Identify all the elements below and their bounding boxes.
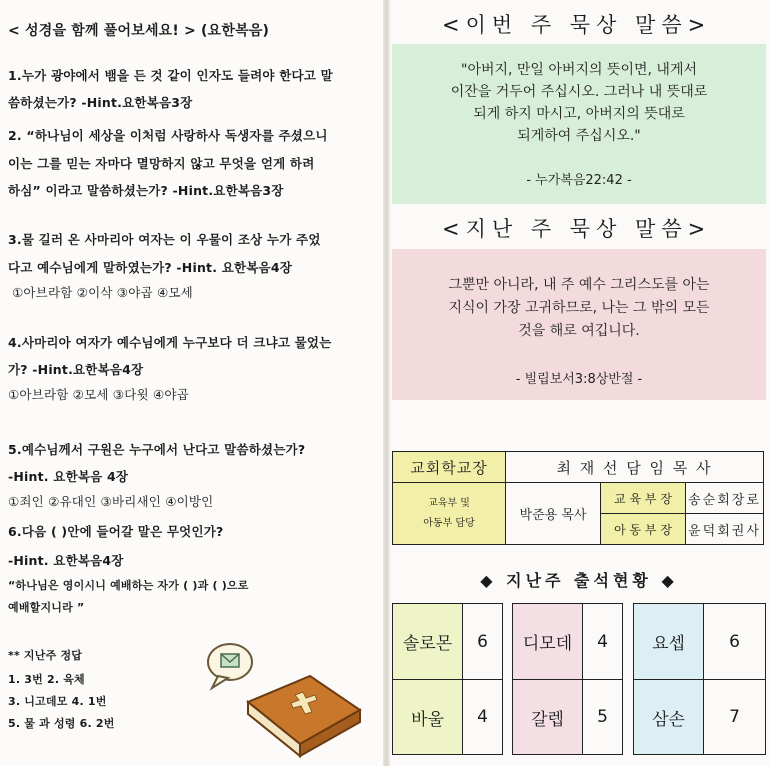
answers-title: ** 지난주 정답 xyxy=(8,649,83,662)
attendance-title: ◆ 지난주 출석현황 ◆ xyxy=(480,571,678,590)
dept-name: 박준용 목사 xyxy=(506,483,601,545)
q2-line3: 하심” 이라고 말씀하셨는가? -Hint.요한복음3장 xyxy=(8,183,284,198)
group-name: 요셉 xyxy=(634,604,704,679)
q4-line2: 가? -Hint.요한복음4장 xyxy=(8,362,144,377)
edu-head-name: 송순회장로 xyxy=(686,483,764,514)
group-count: 4 xyxy=(477,707,488,727)
staff-table xyxy=(392,451,764,545)
quiz-title: < 성경을 함께 풀어보세요! > (요한복음) xyxy=(8,23,270,39)
q2-line2: 이는 그를 믿는 자마다 멸망하지 않고 무엇을 얻게 하려 xyxy=(8,156,315,171)
q6-line2: -Hint. 요한복음4장 xyxy=(8,553,124,568)
group-count: 6 xyxy=(729,631,740,652)
q6-line1: 6.다음 ( )안에 들어갈 말은 무엇인가? xyxy=(8,524,224,539)
group-count: 7 xyxy=(729,707,740,727)
q5-options: ①죄인 ②유대인 ③바리새인 ④이방인 xyxy=(8,494,214,509)
group-count: 4 xyxy=(597,631,608,652)
this-week-heading: <이번 주 묵상 말씀> xyxy=(442,13,712,37)
answers-line3: 5. 물 과 성령 6. 2번 xyxy=(8,717,115,730)
q4-options: ①아브라함 ②모세 ③다윗 ④야곱 xyxy=(8,387,189,402)
answers-line2: 3. 니고데모 4. 1번 xyxy=(8,695,107,708)
group-name: 바울 xyxy=(393,680,463,754)
group-name: 삼손 xyxy=(634,680,704,754)
child-head-label: 아 동 부 장 xyxy=(601,514,686,545)
attendance-group-2 xyxy=(512,603,623,755)
q1-line1: 1.누가 광야에서 뱀을 든 것 같이 인자도 들려야 한다고 말 xyxy=(8,68,333,83)
group-name: 솔로몬 xyxy=(393,604,463,679)
bible-icon xyxy=(200,640,370,762)
q4-line1: 4.사마리아 여자가 예수님에게 누구보다 더 크냐고 물었는 xyxy=(8,335,332,350)
this-week-line2: 이잔을 거두어 주십시오. 그러나 내 뜻대로 xyxy=(450,84,708,100)
page-fold xyxy=(383,0,390,766)
q1-line2: 씀하셨는가? -Hint.요한복음3장 xyxy=(8,95,193,110)
this-week-reference: - 누가복음22:42 - xyxy=(526,173,632,188)
q6-line3: “하나님은 영이시니 예배하는 자가 ( )과 ( )으로 xyxy=(8,579,249,592)
child-head-name: 윤덕회권사 xyxy=(686,514,764,545)
speech-bubble-icon xyxy=(208,644,252,688)
q6-line4: 예배할지니라 ” xyxy=(8,601,85,614)
last-week-reference: - 빌립보서3:8상반절 - xyxy=(515,372,643,387)
attendance-group-3 xyxy=(633,603,766,755)
last-week-line2: 지식이 가장 고귀하므로, 나는 그 밖의 모든 xyxy=(448,300,710,316)
attendance-group-1 xyxy=(392,603,503,755)
this-week-line3: 되게 하지 마시고, 아버지의 뜻대로 xyxy=(473,106,685,122)
principal-label: 교회학교장 xyxy=(393,452,506,483)
group-count: 5 xyxy=(597,707,608,727)
dept-label-line1: 교육부 및 xyxy=(428,497,470,509)
edu-head-label: 교 육 부 장 xyxy=(601,483,686,514)
answers-line1: 1. 3번 2. 육체 xyxy=(8,673,85,686)
q5-line2: -Hint. 요한복음 4장 xyxy=(8,469,129,484)
this-week-line1: "아버지, 만일 아버지의 뜻이면, 내게서 xyxy=(461,62,697,78)
this-week-line4: 되게하여 주십시오." xyxy=(517,128,641,144)
dept-label-line2: 아동부 담당 xyxy=(423,517,475,529)
q5-line1: 5.예수님께서 구원은 누구에서 난다고 말씀하셨는가? xyxy=(8,442,306,457)
last-week-line3: 것을 해로 여깁니다. xyxy=(518,323,640,339)
q3-line2: 다고 예수님에게 말하였는가? -Hint. 요한복음4장 xyxy=(8,260,292,275)
group-name: 디모데 xyxy=(513,604,583,679)
group-name: 갈렙 xyxy=(513,680,583,754)
q2-line1: 2. “하나님이 세상을 이처럼 사랑하사 독생자를 주셨으니 xyxy=(8,128,328,143)
group-count: 6 xyxy=(477,631,488,652)
last-week-heading: <지난 주 묵상 말씀> xyxy=(442,217,712,241)
last-week-line1: 그뿐만 아니라, 내 주 예수 그리스도를 아는 xyxy=(448,277,710,293)
dept-label xyxy=(393,483,506,545)
q3-line1: 3.물 길러 온 사마리아 여자는 이 우물이 조상 누가 주었 xyxy=(8,232,321,247)
principal-name: 최 재 선 담 임 목 사 xyxy=(506,452,764,483)
q3-options: ①아브라함 ②이삭 ③야곱 ④모세 xyxy=(12,285,193,300)
